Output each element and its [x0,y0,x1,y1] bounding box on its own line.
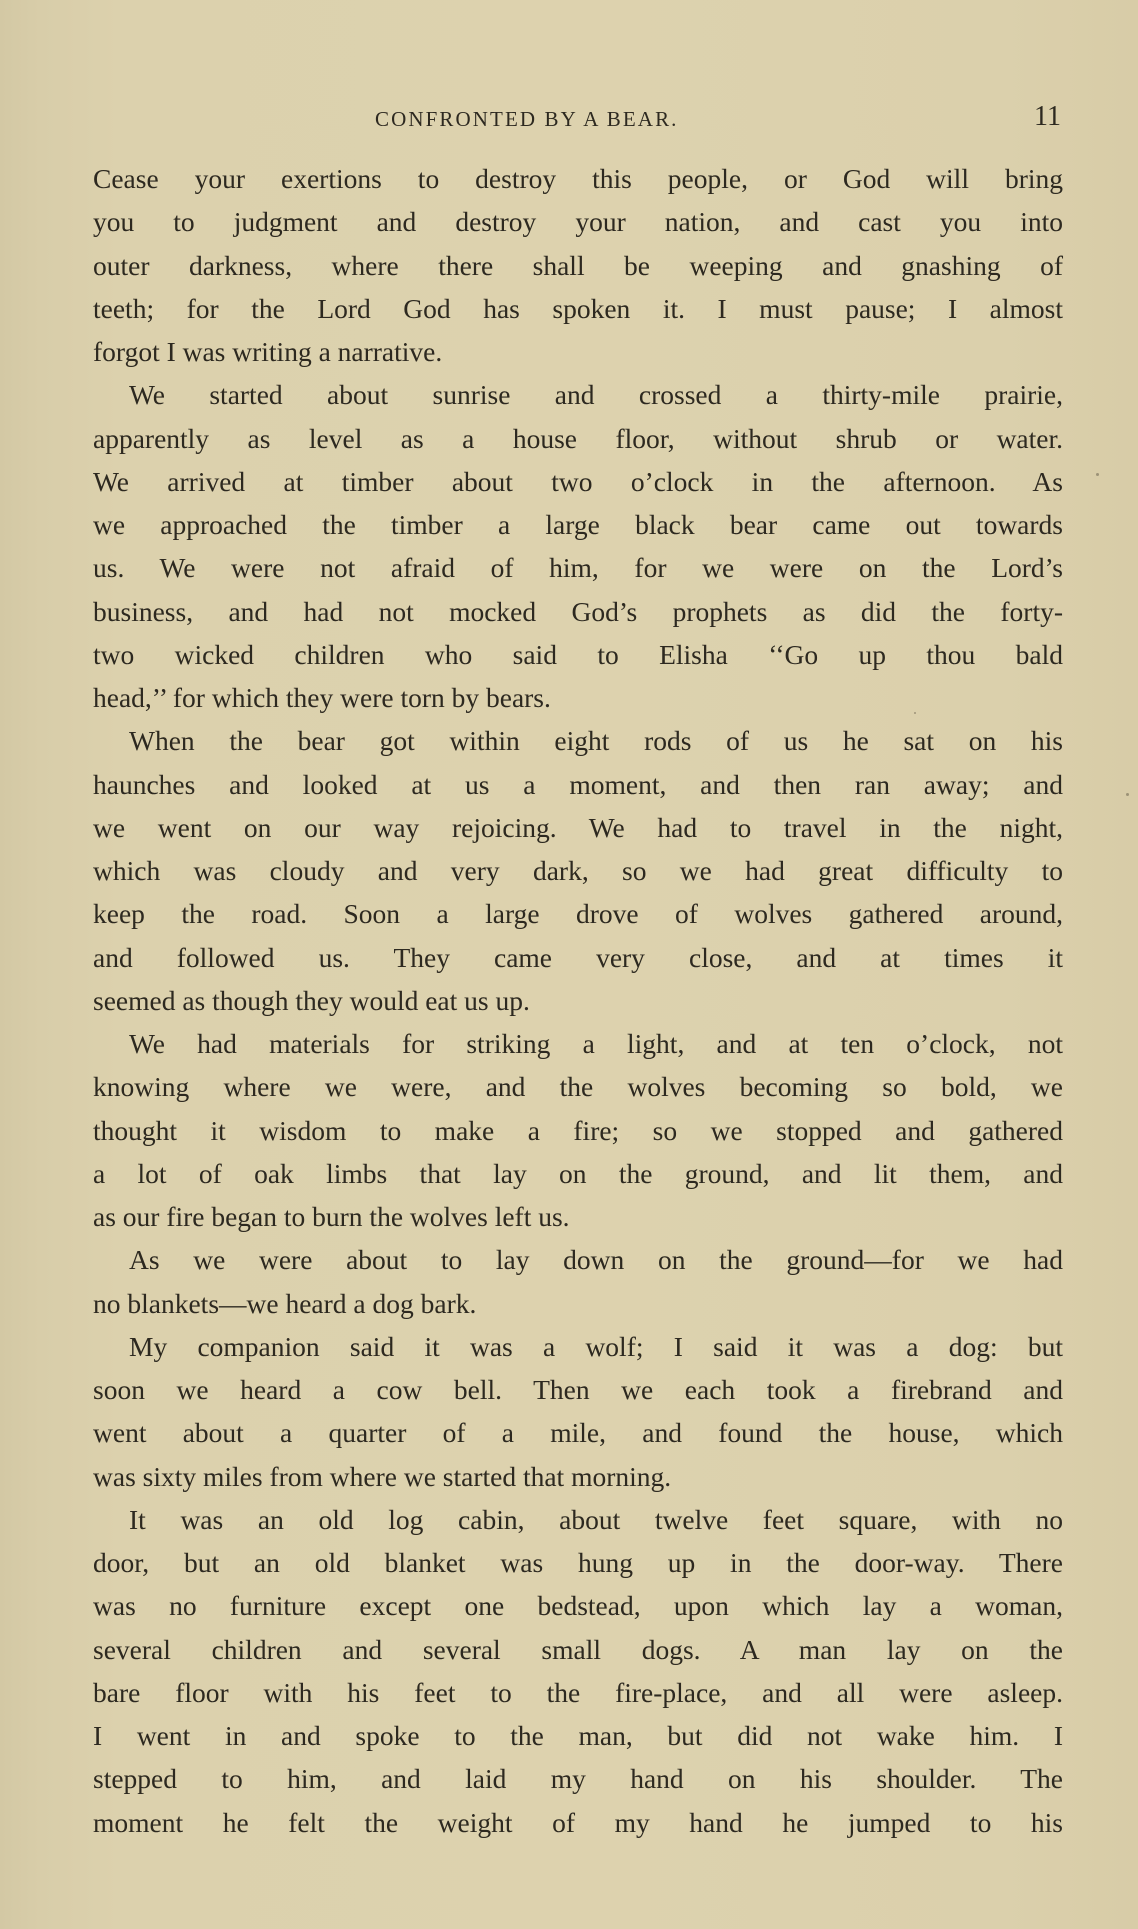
text-line: you to judgment and destroy your nation, and cast you into [93,206,1063,238]
text-line: outer darkness, where there shall be weeping and gnashing of [93,249,1063,281]
text-line: seemed as though they would eat us up. [93,984,530,1016]
text-line: was sixty miles from where we started that morning. [93,1460,672,1492]
paragraph [93,157,1063,373]
text-line: stepped to him, and laid my hand on his shoulder. The [93,1763,1063,1795]
text-line: It was an old log cabin, about twelve feet square, with no [129,1503,1063,1535]
paragraph [93,1022,1063,1238]
text-line: as our fire began to burn the wolves left us. [93,1201,570,1232]
text-line: we went on our way rejoicing. We had to travel in the night, [93,811,1063,843]
text-line: My companion said it was a wolf; I said it was a dog: but [129,1330,1063,1362]
text-line: Cease your exertions to destroy this people, or God will bring [93,163,1063,194]
text-line: business, and had not mocked God’s prophets as did the forty- [93,595,1063,627]
running-head [93,103,1063,135]
paragraph [93,1325,1063,1498]
text-line: forgot I was writing a narrative. [93,336,443,367]
scan-speck [1126,793,1129,796]
text-line: us. We were not afraid of him, for we were on the Lord’s [93,552,1063,584]
text-line: thought it wisdom to make a fire; so we stopped and gathered [93,1114,1063,1146]
text-line: We arrived at timber about two o’clock in the afternoon. As [93,465,1063,497]
text-line: teeth; for the Lord God has spoken it. I must pause; I almost [93,292,1063,324]
scan-speck [914,712,916,714]
text-line: a lot of oak limbs that lay on the ground, and lit them, and [93,1157,1063,1189]
text-line: When the bear got within eight rods of us he sat on his [129,725,1063,757]
text-line: We started about sunrise and crossed a thirty-mile prairie, [129,379,1063,411]
body-text [93,157,1063,1844]
text-line: and followed us. They came very close, and at times it [93,941,1063,973]
text-line: which was cloudy and very dark, so we had great difficulty to [93,855,1063,886]
text-line: I went in and spoke to the man, but did not wake him. I [93,1720,1063,1751]
text-line: went about a quarter of a mile, and found the house, which [93,1417,1063,1449]
text-line: head,’’ for which they were torn by bears. [93,682,551,713]
chapter-running-title: CONFRONTED BY A BEAR. [375,107,679,131]
text-line: bare floor with his feet to the fire-place, and all were asleep. [93,1676,1063,1708]
text-line: we approached the timber a large black bear came out towards [93,509,1063,540]
text-line: several children and several small dogs. A man lay on the [93,1633,1063,1665]
text-line: apparently as level as a house floor, without shrub or water. [93,422,1063,454]
text-line: two wicked children who said to Elisha ‘‘Go up thou bald [93,638,1063,670]
paragraph [93,1498,1063,1844]
scan-speck [1096,473,1099,476]
text-line: As we were about to lay down on the ground—for we had [129,1244,1063,1276]
text-line: knowing where we were, and the wolves becoming so bold, we [93,1071,1063,1103]
text-line: We had materials for striking a light, and at ten o’clock, not [129,1028,1063,1059]
text-line: haunches and looked at us a moment, and then ran away; and [93,768,1063,800]
text-line: keep the road. Soon a large drove of wolves gathered around, [93,898,1063,930]
text-line: soon we heard a cow bell. Then we each took a firebrand and [93,1374,1063,1405]
text-line: door, but an old blanket was hung up in the door-way. There [93,1547,1063,1578]
text-line: no blankets—we heard a dog bark. [93,1287,477,1319]
paragraph [93,373,1063,719]
paragraph [93,1238,1063,1325]
text-line: moment he felt the weight of my hand he jumped to his [93,1806,1063,1838]
page-number: 11 [1034,101,1061,132]
text-line: was no furniture except one bedstead, upon which lay a woman, [93,1590,1063,1622]
paragraph [93,719,1063,1022]
